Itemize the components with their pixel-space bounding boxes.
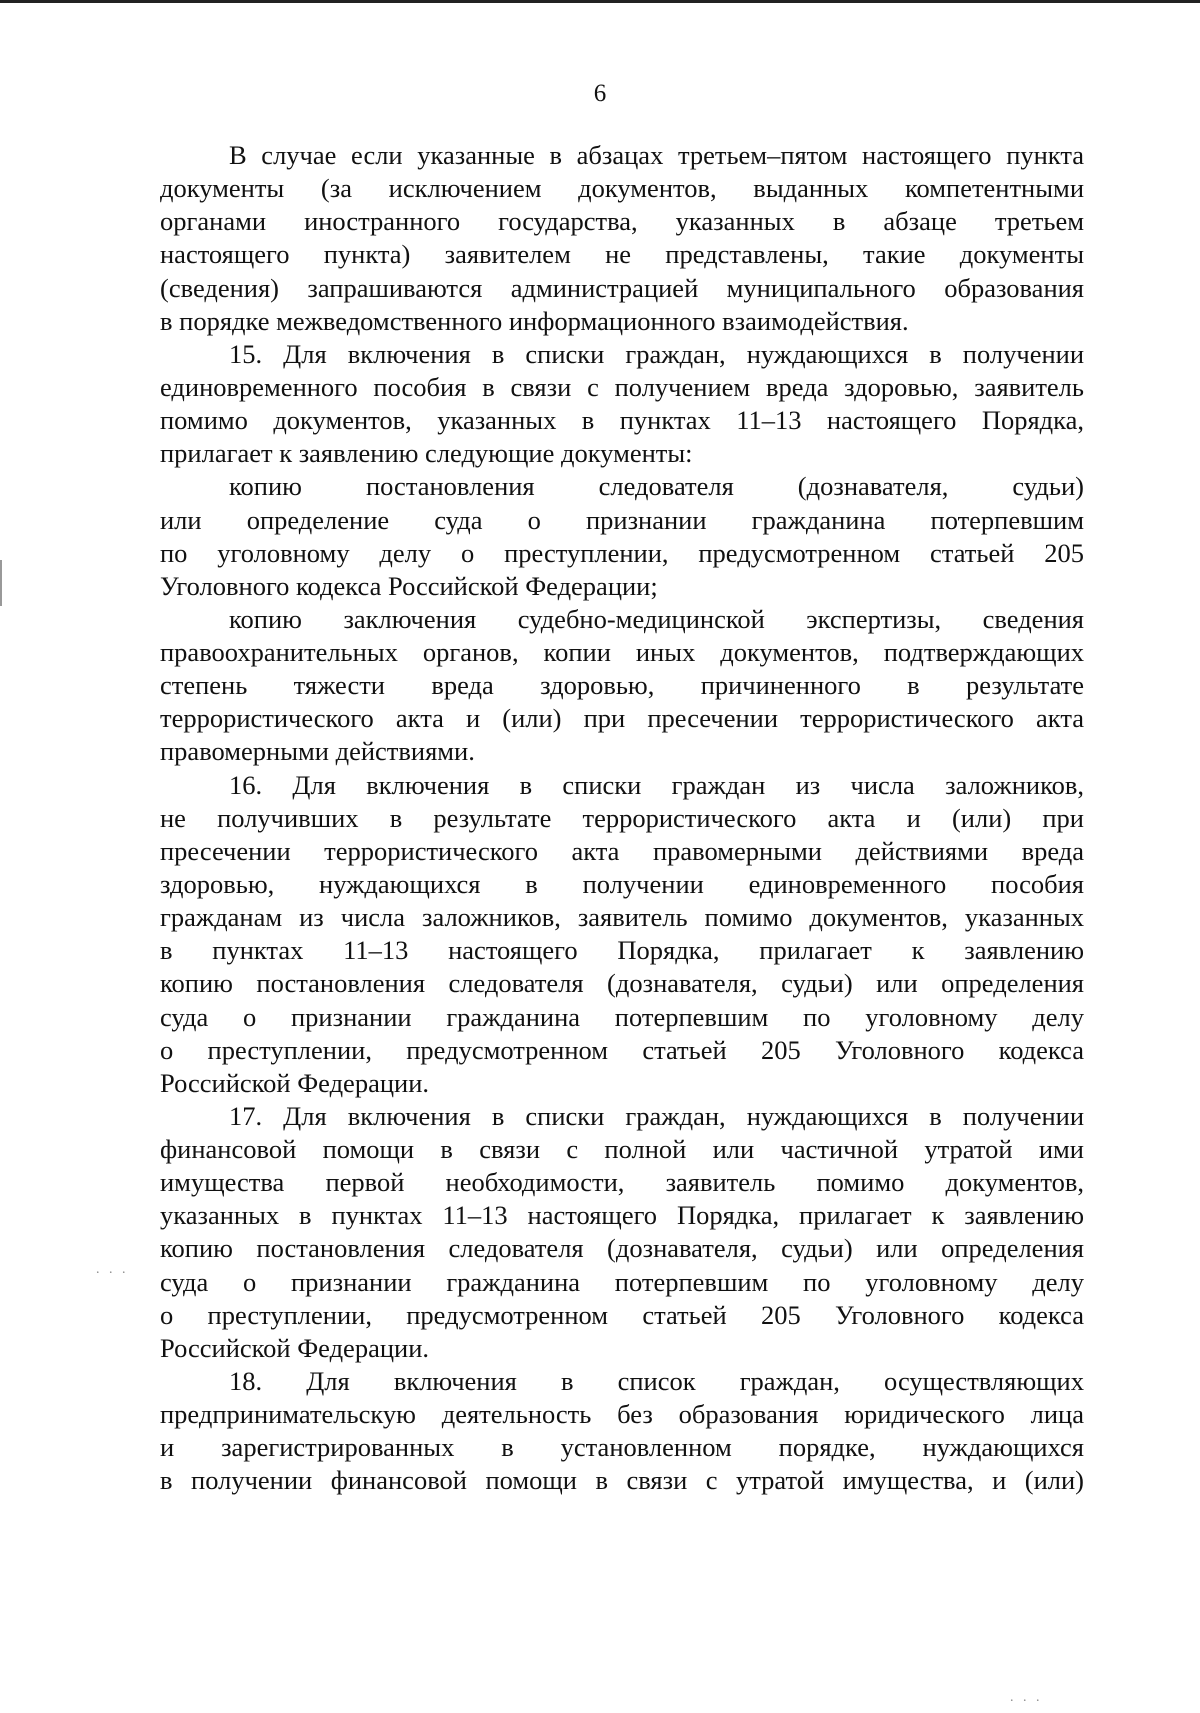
scan-top-edge: [0, 0, 1200, 3]
text-line: степень тяжести вреда здоровью, причиненного в результате: [160, 670, 1084, 700]
text-line: документы (за исключением документов, выданных компетентными: [160, 173, 1084, 203]
text-line: в получении финансовой помощи в связи с утратой имущества, и (или): [160, 1465, 1084, 1495]
text-line: органами иностранного государства, указанных в абзаце третьем: [160, 206, 1084, 236]
scan-margin-mark: [0, 560, 2, 606]
text-line: 15. Для включения в списки граждан, нуждающихся в получении: [229, 339, 1084, 369]
text-line: по уголовному делу о преступлении, предусмотренном статьей 205: [160, 538, 1084, 568]
text-line: о преступлении, предусмотренном статьей 205 Уголовного кодекса: [160, 1300, 1084, 1330]
text-line: не получивших в результате террористического акта и (или) при: [160, 803, 1084, 833]
text-line: Российской Федерации.: [160, 1068, 429, 1098]
text-line: правоохранительных органов, копии иных документов, подтверждающих: [160, 637, 1084, 667]
text-line: финансовой помощи в связи с полной или частичной утратой ими: [160, 1134, 1084, 1164]
text-line: суда о признании гражданина потерпевшим по уголовному делу: [160, 1267, 1084, 1297]
text-line: и зарегистрированных в установленном порядке, нуждающихся: [160, 1432, 1084, 1462]
text-line: правомерными действиями.: [160, 736, 475, 766]
text-line: копию постановления следователя (дознавателя, судьи) или определения: [160, 968, 1084, 998]
text-line: о преступлении, предусмотренном статьей 205 Уголовного кодекса: [160, 1035, 1084, 1065]
text-line: прилагает к заявлению следующие документы:: [160, 438, 693, 468]
text-line: здоровью, нуждающихся в получении единовременного пособия: [160, 869, 1084, 899]
text-line: В случае если указанные в абзацах третьем–пятом настоящего пункта: [229, 140, 1084, 170]
text-line: суда о признании гражданина потерпевшим по уголовному делу: [160, 1002, 1084, 1032]
text-line: указанных в пунктах 11–13 настоящего Порядка, прилагает к заявлению: [160, 1200, 1084, 1230]
text-line: настоящего пункта) заявителем не представлены, такие документы: [160, 239, 1084, 269]
text-line: Российской Федерации.: [160, 1333, 429, 1363]
text-line: 17. Для включения в списки граждан, нуждающихся в получении: [229, 1101, 1084, 1131]
text-line: пресечении террористического акта правомерными действиями вреда: [160, 836, 1084, 866]
text-line: единовременного пособия в связи с получением вреда здоровью, заявитель: [160, 372, 1084, 402]
text-line: предпринимательскую деятельность без образования юридического лица: [160, 1399, 1084, 1429]
text-line: (сведения) запрашиваются администрацией муниципального образования: [160, 273, 1084, 303]
text-line: в пунктах 11–13 настоящего Порядка, прилагает к заявлению: [160, 935, 1084, 965]
text-line: копию постановления следователя (дознавателя, судьи) или определения: [160, 1233, 1084, 1263]
text-line: имущества первой необходимости, заявитель помимо документов,: [160, 1167, 1084, 1197]
text-line: гражданам из числа заложников, заявитель помимо документов, указанных: [160, 902, 1084, 932]
text-line: 18. Для включения в список граждан, осуществляющих: [229, 1366, 1084, 1396]
text-line: копию постановления следователя (дознавателя, судьи): [229, 471, 1084, 501]
text-line: Уголовного кодекса Российской Федерации;: [160, 571, 658, 601]
text-line: в порядке межведомственного информационного взаимодействия.: [160, 306, 909, 336]
page-number: 6: [593, 80, 607, 107]
text-line: помимо документов, указанных в пунктах 11–13 настоящего Порядка,: [160, 405, 1084, 435]
scan-specks: . . .: [96, 1262, 129, 1277]
text-line: террористического акта и (или) при пресечении террористического акта: [160, 703, 1084, 733]
text-line: или определение суда о признании гражданина потерпевшим: [160, 505, 1084, 535]
scan-specks: . . .: [1010, 1690, 1043, 1705]
text-line: копию заключения судебно-медицинской экспертизы, сведения: [229, 604, 1084, 634]
text-line: 16. Для включения в списки граждан из числа заложников,: [229, 770, 1084, 800]
